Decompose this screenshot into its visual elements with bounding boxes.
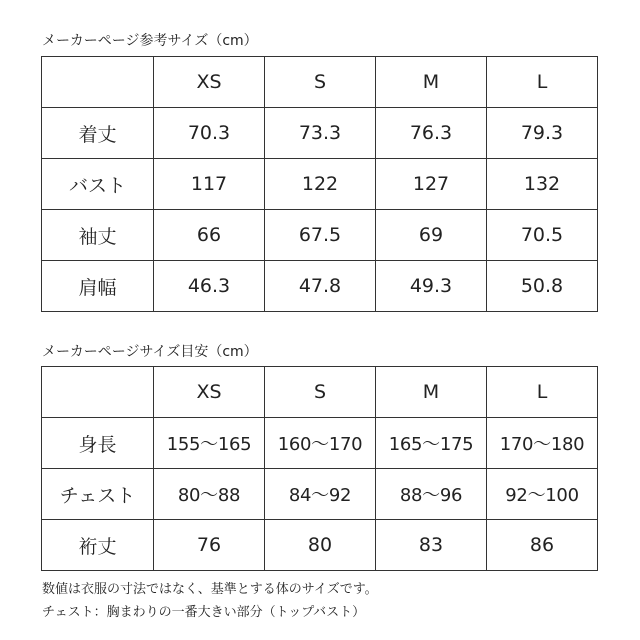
table-cell: 80 (265, 520, 376, 571)
row-label: 肩幅 (42, 261, 154, 312)
table-cell: 165～175 (376, 418, 487, 469)
table-row (42, 108, 598, 159)
table-row (42, 210, 598, 261)
table-cell: 47.8 (265, 261, 376, 312)
header-cell-s: S (265, 367, 376, 418)
table-cell: 132 (487, 159, 598, 210)
table-cell: 73.3 (265, 108, 376, 159)
table-cell: 83 (376, 520, 487, 571)
table-cell: 79.3 (487, 108, 598, 159)
header-cell-l: L (487, 367, 598, 418)
table-cell: 80～88 (154, 469, 265, 520)
row-label: 袖丈 (42, 210, 154, 261)
row-label: チェスト (42, 469, 154, 520)
table-row (42, 469, 598, 520)
row-label: 着丈 (42, 108, 154, 159)
header-cell-empty (42, 367, 154, 418)
row-label: 裄丈 (42, 520, 154, 571)
row-label: バスト (42, 159, 154, 210)
table-cell: 86 (487, 520, 598, 571)
table-cell: 122 (265, 159, 376, 210)
table-cell: 50.8 (487, 261, 598, 312)
table-cell: 49.3 (376, 261, 487, 312)
table-cell: 70.5 (487, 210, 598, 261)
header-cell-xs: XS (154, 367, 265, 418)
table-cell: 92～100 (487, 469, 598, 520)
table-cell: 69 (376, 210, 487, 261)
header-cell-l: L (487, 57, 598, 108)
reference-size-table (41, 56, 598, 312)
header-cell-xs: XS (154, 57, 265, 108)
header-cell-s: S (265, 57, 376, 108)
table-cell: 70.3 (154, 108, 265, 159)
table-cell: 127 (376, 159, 487, 210)
table-cell: 76.3 (376, 108, 487, 159)
table-cell: 76 (154, 520, 265, 571)
header-cell-m: M (376, 57, 487, 108)
table-cell: 88～96 (376, 469, 487, 520)
header-cell-m: M (376, 367, 487, 418)
table-row (42, 520, 598, 571)
reference-size-title: メーカーページ参考サイズ（cm） (42, 33, 258, 49)
table-cell: 66 (154, 210, 265, 261)
table-cell: 155～165 (154, 418, 265, 469)
table-row (42, 261, 598, 312)
note-body-size: 数値は衣服の寸法ではなく、基準とする体のサイズです。 (42, 582, 378, 597)
header-cell-empty (42, 57, 154, 108)
guide-size-table (41, 366, 598, 571)
table-cell: 46.3 (154, 261, 265, 312)
table-row (42, 418, 598, 469)
table-cell: 67.5 (265, 210, 376, 261)
table-cell: 117 (154, 159, 265, 210)
note-chest-definition: チェスト：胸まわりの一番大きい部分（トップバスト） (42, 605, 366, 620)
table-header-row (42, 57, 598, 108)
table-cell: 170～180 (487, 418, 598, 469)
guide-size-title: メーカーページサイズ目安（cm） (42, 344, 258, 360)
table-header-row (42, 367, 598, 418)
table-cell: 160～170 (265, 418, 376, 469)
table-cell: 84～92 (265, 469, 376, 520)
table-row (42, 159, 598, 210)
row-label: 身長 (42, 418, 154, 469)
